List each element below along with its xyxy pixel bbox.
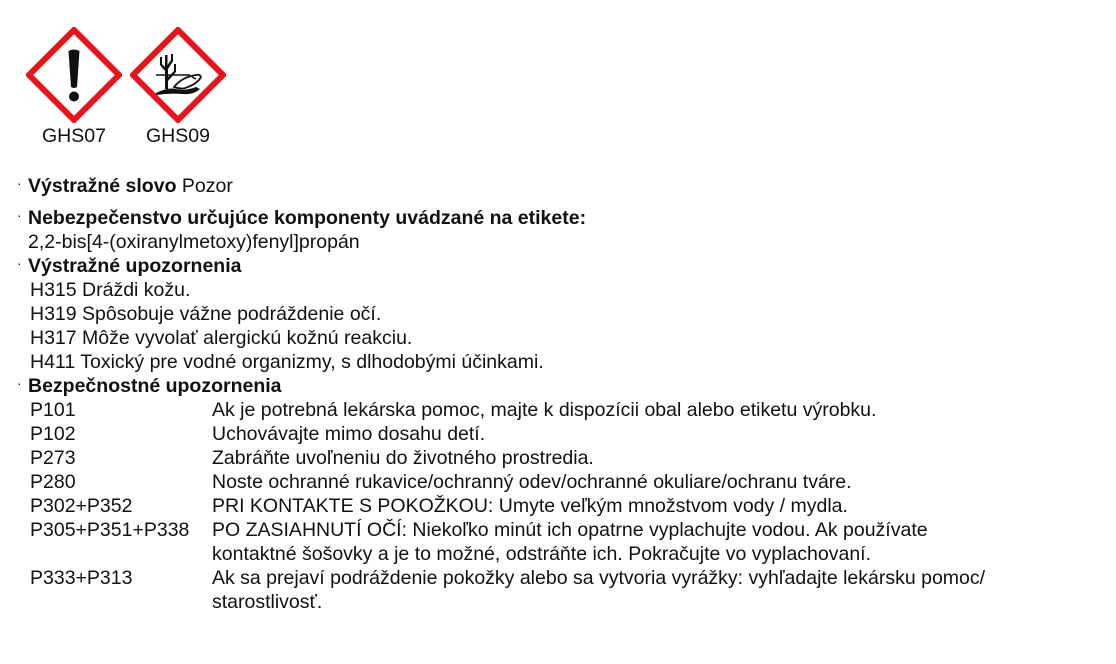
precautionary-statement-continuation — [0, 542, 1116, 566]
precautionary-statement-continuation — [0, 590, 1116, 614]
pictogram-ghs07 — [26, 27, 122, 148]
precautionary-text: PO ZASIAHNUTÍ OČÍ: Niekoľko minút ich opatrne vyplachujte vodou. Ak používate — [212, 519, 928, 541]
precautionary-statement — [0, 494, 1116, 518]
bullet: · — [17, 255, 22, 271]
precautionary-text: Noste ochranné rukavice/ochranný odev/ochranné okuliare/ochranu tváre. — [212, 471, 852, 493]
hazard-statement-text: H411 Toxický pre vodné organizmy, s dlhodobými účinkami. — [30, 351, 544, 373]
precautionary-code: P101 — [30, 399, 76, 421]
signal-word-row — [0, 174, 1116, 198]
hazard-component-name: 2,2-bis[4-(oxiranylmetoxy)fenyl]propán — [28, 231, 360, 253]
exclamation-mark-icon — [26, 27, 122, 123]
environment-hazard-icon — [130, 27, 226, 123]
hazard-statement-text: H319 Spôsobuje vážne podráždenie očí. — [30, 303, 382, 325]
precautionary-statement — [0, 470, 1116, 494]
precautionary-statement — [0, 518, 1116, 542]
precautionary-code: P102 — [30, 423, 76, 445]
pictogram-code: GHS07 — [42, 125, 106, 147]
pictogram-ghs09 — [130, 27, 226, 148]
bullet: · — [17, 207, 22, 223]
precautionary-text: kontaktné šošovky a je to možné, odstráňte ich. Pokračujte vo vyplachovaní. — [212, 543, 872, 565]
precautionary-text: PRI KONTAKTE S POKOŽKOU: Umyte veľkým množstvom vody / mydla. — [212, 495, 848, 517]
hazard-components-value-row — [0, 230, 1116, 254]
hazard-statement — [0, 326, 1116, 350]
precautionary-text: starostlivosť. — [212, 591, 323, 613]
bullet: · — [17, 175, 22, 191]
precautionary-code: P305+P351+P338 — [30, 519, 190, 541]
hazard-statement-text: H315 Dráždi kožu. — [30, 279, 191, 301]
ghs-pictograms — [26, 27, 226, 148]
precautionary-code: P273 — [30, 447, 76, 469]
precautionary-text: Ak je potrebná lekárska pomoc, majte k dispozícii obal alebo etiketu výrobku. — [212, 399, 877, 421]
hazard-statements-row — [0, 254, 1116, 278]
precautionary-statement — [0, 422, 1116, 446]
precautionary-statements-heading: Bezpečnostné upozornenia — [28, 375, 282, 397]
precautionary-code: P302+P352 — [30, 495, 133, 517]
hazard-components-heading: Nebezpečenstvo určujúce komponenty uvádzané na etikete: — [28, 207, 587, 229]
hazard-statement — [0, 302, 1116, 326]
precautionary-statements-row — [0, 374, 1116, 398]
bullet: · — [17, 375, 22, 391]
precautionary-statement — [0, 398, 1116, 422]
hazard-components-row — [0, 206, 1116, 230]
precautionary-text: Uchovávajte mimo dosahu detí. — [212, 423, 486, 445]
hazard-statement — [0, 350, 1116, 374]
hazard-statement-text: H317 Môže vyvolať alergickú kožnú reakciu. — [30, 327, 413, 349]
hazard-statement — [0, 278, 1116, 302]
precautionary-statement — [0, 566, 1116, 590]
label-elements — [0, 174, 1116, 614]
pictogram-code: GHS09 — [146, 125, 210, 147]
precautionary-code: P333+P313 — [30, 567, 133, 589]
precautionary-text: Ak sa prejaví podráždenie pokožky alebo sa vytvoria vyrážky: vyhľadajte lekársku pomoc/ — [212, 567, 986, 589]
hazard-statements-heading: Výstražné upozornenia — [28, 255, 242, 277]
signal-word-label: Výstražné slovo — [28, 175, 177, 197]
precautionary-text: Zabráňte uvoľneniu do životného prostredia. — [212, 447, 594, 469]
precautionary-statement — [0, 446, 1116, 470]
signal-word-heading — [28, 174, 233, 198]
precautionary-code: P280 — [30, 471, 76, 493]
signal-word-value: Pozor — [181, 175, 233, 197]
